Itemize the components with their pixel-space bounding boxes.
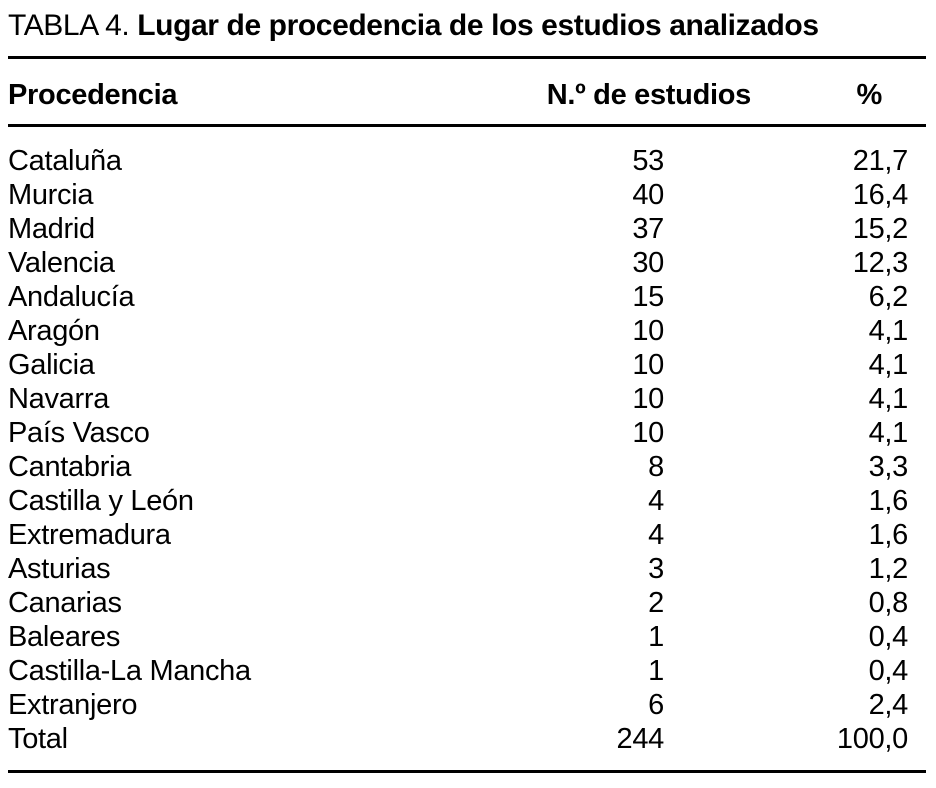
cell-percent: 1,6 [868, 519, 908, 551]
cell-percent: 100,0 [836, 723, 908, 755]
cell-num-estudios: 10 [632, 417, 664, 449]
cell-percent: 21,7 [852, 145, 908, 177]
cell-num-estudios: 10 [632, 349, 664, 381]
cell-procedencia: Navarra [8, 383, 110, 415]
cell-num-estudios: 10 [632, 383, 664, 415]
table-row [0, 212, 936, 246]
cell-percent: 0,4 [868, 655, 908, 687]
cell-procedencia: Asturias [8, 553, 111, 585]
cell-percent: 15,2 [852, 213, 908, 245]
cell-num-estudios: 8 [648, 451, 664, 483]
cell-num-estudios: 2 [648, 587, 664, 619]
cell-procedencia: Andalucía [8, 281, 135, 313]
total-row [0, 722, 936, 756]
cell-procedencia: País Vasco [8, 417, 150, 449]
cell-percent: 3,3 [868, 451, 908, 483]
table-caption [8, 8, 819, 44]
cell-num-estudios: 10 [632, 315, 664, 347]
cell-percent: 12,3 [852, 247, 908, 279]
table-row [0, 144, 936, 178]
cell-num-estudios: 244 [616, 723, 664, 755]
cell-percent: 16,4 [852, 179, 908, 211]
cell-percent: 6,2 [868, 281, 908, 313]
table-row [0, 178, 936, 212]
table-row [0, 382, 936, 416]
header-num-estudios: N.º de estudios [546, 79, 751, 111]
table-row [0, 348, 936, 382]
cell-num-estudios: 1 [648, 655, 664, 687]
table-row [0, 246, 936, 280]
table-row [0, 654, 936, 688]
header-procedencia: Procedencia [8, 79, 178, 111]
cell-procedencia: Madrid [8, 213, 95, 245]
cell-num-estudios: 6 [648, 689, 664, 721]
table-row [0, 484, 936, 518]
cell-num-estudios: 30 [632, 247, 664, 279]
cell-procedencia: Galicia [8, 349, 95, 381]
table-row [0, 552, 936, 586]
cell-percent: 4,1 [868, 349, 908, 381]
cell-procedencia: Aragón [8, 315, 100, 347]
cell-procedencia: Extremadura [8, 519, 171, 551]
table-body [0, 144, 936, 756]
table-row [0, 518, 936, 552]
table-label: TABLA 4. [8, 9, 130, 42]
cell-percent: 4,1 [868, 315, 908, 347]
cell-percent: 0,4 [868, 621, 908, 653]
cell-procedencia: Baleares [8, 621, 121, 653]
cell-num-estudios: 3 [648, 553, 664, 585]
table-row [0, 586, 936, 620]
header-rule [8, 124, 926, 127]
cell-procedencia: Extranjero [8, 689, 138, 721]
cell-num-estudios: 53 [632, 145, 664, 177]
cell-num-estudios: 4 [648, 485, 664, 517]
cell-procedencia: Castilla-La Mancha [8, 655, 251, 687]
cell-num-estudios: 1 [648, 621, 664, 653]
cell-percent: 2,4 [868, 689, 908, 721]
bottom-rule [8, 770, 926, 773]
cell-num-estudios: 37 [632, 213, 664, 245]
table-row [0, 280, 936, 314]
table-row [0, 314, 936, 348]
table-row [0, 688, 936, 722]
cell-procedencia: Valencia [8, 247, 115, 279]
cell-procedencia: Total [8, 723, 68, 755]
table-header [0, 77, 936, 113]
cell-procedencia: Canarias [8, 587, 122, 619]
cell-num-estudios: 15 [632, 281, 664, 313]
cell-percent: 4,1 [868, 383, 908, 415]
header-percent: % [856, 79, 882, 111]
top-rule [8, 56, 926, 59]
cell-procedencia: Cantabria [8, 451, 132, 483]
cell-percent: 1,6 [868, 485, 908, 517]
table-row [0, 620, 936, 654]
cell-percent: 0,8 [868, 587, 908, 619]
table-row [0, 416, 936, 450]
cell-procedencia: Murcia [8, 179, 94, 211]
cell-percent: 4,1 [868, 417, 908, 449]
table-row [0, 450, 936, 484]
cell-percent: 1,2 [868, 553, 908, 585]
table-title: Lugar de procedencia de los estudios analizados [137, 9, 819, 42]
cell-procedencia: Castilla y León [8, 485, 194, 517]
cell-num-estudios: 40 [632, 179, 664, 211]
cell-procedencia: Cataluña [8, 145, 122, 177]
cell-num-estudios: 4 [648, 519, 664, 551]
